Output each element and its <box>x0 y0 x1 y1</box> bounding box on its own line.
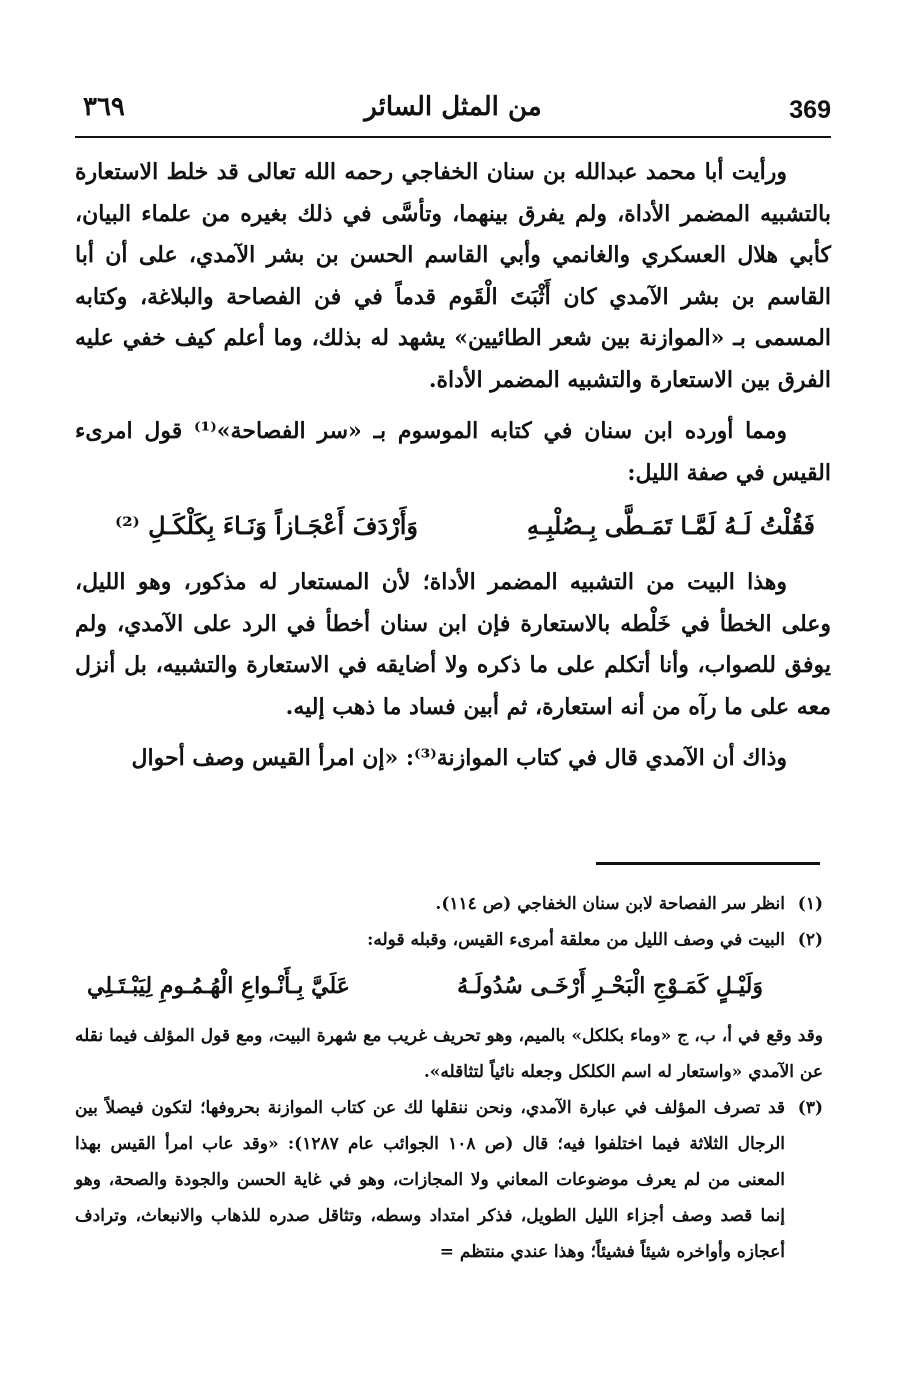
footnote-text: قد تصرف المؤلف في عبارة الآمدي، ونحن ننقلها لك عن كتاب الموازنة بحروفها؛ لتكون فيصلاً بين الرجال الثلاثة فيما اختلفوا فيه؛ قال (ص ١٠٨ الجوائب عام ١٢٨٧): «وقد عاب امرأ القيس بهذا المعنى من لم يعرف موضوعات المعاني ولا المجازات، وهو في غاية الحسن والجودة والصحة، وهو إنما قصد وصف أجزاء الليل الطويل، فذكر امتداد وسطه، وتثاقل صدره للذهاب والانبعاث، وترادف أعجازه وأواخره شيئاً فشيئاً؛ وهذا عندي منتظم = <box>75 1098 785 1262</box>
paragraph: ورأيت أبا محمد عبدالله بن سنان الخفاجي رحمه الله تعالى قد خلط الاستعارة بالتشبيه المضمر الأداة، ولم يفرق بينهما، وتأسَّى في ذلك بغيره من علماء البيان، كأبي هلال العسكري والغانمي وأبي القاسم الحسن بن بشر الآمدي، على أن أبا القاسم بن بشر الآمدي كان أَثْبَتَ الْقَوم قدماً في فن الفصاحة والبلاغة، وكتابه المسمى بـ «الموازنة بين شعر الطائيين» يشهد له بذلك، وما أعلم كيف خفي عليه الفرق بين الاستعارة والتشبيه المضمر الأداة. <box>75 159 831 393</box>
paragraph: وهذا البيت من التشبيه المضمر الأداة؛ لأن المستعار له مذكور، وهو الليل، وعلى الخطأ في خَلْطه بالاستعارة فإن ابن سنان أخطأ في الرد على الآمدي، ولم يوفق للصواب، وأنا أتكلم على ما ذكره ولا أضايقه في الاستعارة والتشبيه، بل أنزل معه على ما رآه من أنه استعارة، ثم أبين فساد ما ذهب إليه. <box>75 569 831 720</box>
footnote-number: (٣) <box>797 1098 823 1118</box>
footnote-text: انظر سر الفصاحة لابن سنان الخفاجي (ص ١١٤). <box>435 894 785 914</box>
paragraph: وذاك أن الآمدي قال في كتاب الموازنة⁽³⁾: «إن امرأ القيس وصف أحوال <box>131 745 787 771</box>
page-number-arabic: ٣٦٩ <box>83 92 125 122</box>
footnote-separator <box>596 862 820 865</box>
running-title: من المثل السائر <box>364 92 542 122</box>
verse-second-hemistich: وَأَرْدَفَ أَعْجَـازاً وَنَـاءَ بِكَلْكَـلِ ⁽²⁾ <box>115 511 418 540</box>
footnote-number: (٢) <box>797 930 823 950</box>
poem-verse <box>75 504 831 548</box>
main-text <box>75 152 831 790</box>
footnote-continuation: وقد وقع في أ، ب، ج «وماء بكلكل» بالميم، وهو تحريف غريب مع شهرة البيت، ومع قول المؤلف فيما نقله عن الآمدي «واستعار له اسم الكلكل وجعله نائياً لتثاقله». <box>75 1026 823 1082</box>
page-number-latin: 369 <box>789 96 831 124</box>
header-rule <box>75 136 831 138</box>
footnote-verse-second: عَلَيَّ بِـأَنْـواعِ الْهُـمُـومِ لِيَبْـتَـلِي <box>87 973 350 999</box>
footnotes <box>75 886 823 1270</box>
page-header <box>75 92 831 132</box>
footnote-number: (١) <box>797 894 823 914</box>
footnote-text: البيت في وصف الليل من معلقة أمرىء القيس، وقبله قوله: <box>367 930 785 950</box>
footnote <box>75 1090 823 1270</box>
paragraph: ومما أورده ابن سنان في كتابه الموسوم بـ «سر الفصاحة»⁽¹⁾ قول امرىء القيس في صفة الليل: <box>75 418 831 486</box>
footnote <box>75 886 823 922</box>
footnote-verse <box>75 962 823 1010</box>
verse-first-hemistich: فَقُلْتُ لَـهُ لَمَّـا تَمَـطَّى بِـصُلْبِـهِ <box>526 511 815 540</box>
footnote <box>75 922 823 958</box>
footnote-verse-first: وَلَيْـلٍ كَمَـوْجِ الْبَحْـرِ أَرْخَـى سُدُولَـهُ <box>457 973 763 999</box>
